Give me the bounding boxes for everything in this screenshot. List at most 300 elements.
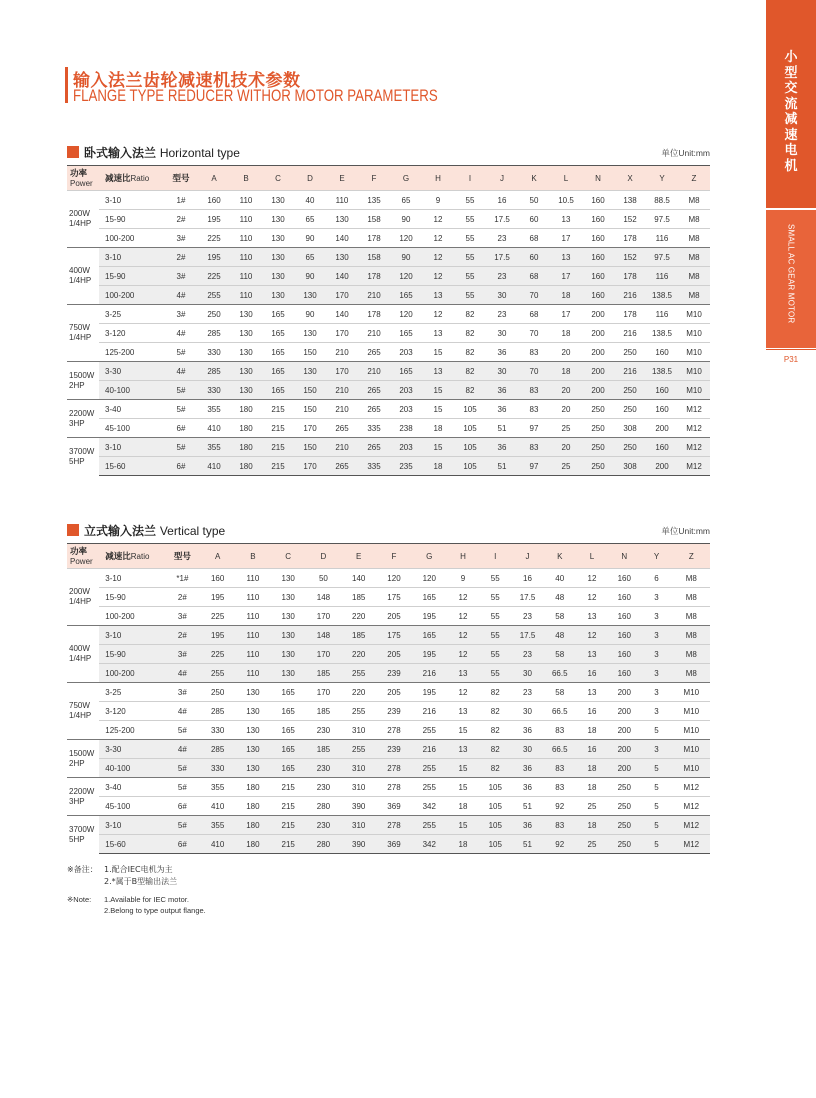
table-row <box>67 664 710 683</box>
dim-cell: 170 <box>294 457 326 476</box>
sidebar-title-char: 小 <box>784 50 798 65</box>
dim-cell: 250 <box>614 438 646 457</box>
dim-cell: 250 <box>608 816 640 835</box>
model-cell: 4# <box>164 324 198 343</box>
dim-cell: 51 <box>486 457 518 476</box>
dim-cell: 200 <box>608 740 640 759</box>
dim-cell: 58 <box>544 607 576 626</box>
dim-header-n: N <box>608 544 640 569</box>
dim-cell: 13 <box>422 286 454 305</box>
dim-cell: 330 <box>200 759 235 778</box>
dim-header-k: K <box>544 544 576 569</box>
dim-cell: 36 <box>486 400 518 419</box>
dim-cell: 130 <box>230 343 262 362</box>
ratio-cell: 45-100 <box>99 797 165 816</box>
dim-cell: 215 <box>262 457 294 476</box>
ratio-cell: 45-100 <box>99 419 164 438</box>
power-value: 2HP <box>69 758 85 768</box>
dim-cell: M12 <box>678 400 710 419</box>
model-cell: 2# <box>165 588 200 607</box>
dim-cell: 148 <box>306 626 341 645</box>
dim-cell: 92 <box>544 797 576 816</box>
dim-cell: 55 <box>454 248 486 267</box>
dim-header-a: A <box>200 544 235 569</box>
dim-cell: 210 <box>358 362 390 381</box>
dim-cell: 135 <box>358 191 390 210</box>
dim-cell: 88.5 <box>646 191 678 210</box>
dim-header-z: Z <box>673 544 710 569</box>
dim-cell: 130 <box>262 229 294 248</box>
dim-cell: 342 <box>412 797 447 816</box>
dim-cell: 330 <box>198 381 230 400</box>
dim-header-d: D <box>294 166 326 191</box>
model-cell: 5# <box>164 381 198 400</box>
dim-cell: 195 <box>412 683 447 702</box>
dim-cell: 160 <box>608 664 640 683</box>
dim-cell: 23 <box>511 683 543 702</box>
dim-cell: 180 <box>235 778 270 797</box>
dim-cell: M8 <box>678 229 710 248</box>
dim-cell: 15 <box>447 721 479 740</box>
dim-header-e: E <box>326 166 358 191</box>
dim-cell: 165 <box>412 588 447 607</box>
power-header-en: Power <box>70 178 93 188</box>
dim-cell: 17.5 <box>486 210 518 229</box>
dim-cell: 130 <box>271 569 306 588</box>
dim-cell: 369 <box>376 835 411 854</box>
dim-cell: 3 <box>640 702 672 721</box>
table-row <box>67 400 710 419</box>
dim-cell: 160 <box>582 210 614 229</box>
ratio-cell: 3-40 <box>99 400 164 419</box>
dim-cell: 140 <box>326 305 358 324</box>
dim-cell: 215 <box>271 816 306 835</box>
horizontal-title-zh: 卧式输入法兰 <box>84 146 157 160</box>
model-cell: 2# <box>164 248 198 267</box>
dim-header-l: L <box>576 544 608 569</box>
table-row <box>67 305 710 324</box>
dim-cell: 83 <box>518 438 550 457</box>
power-cell <box>67 305 99 362</box>
dim-cell: 66.5 <box>544 740 576 759</box>
dim-cell: 50 <box>518 191 550 210</box>
dim-cell: 13 <box>576 683 608 702</box>
table-row <box>67 286 710 305</box>
ratio-cell: 3-10 <box>99 248 164 267</box>
power-cell <box>67 683 99 740</box>
notes-en-label: ※Note: <box>67 895 92 904</box>
dim-cell: 170 <box>326 324 358 343</box>
dim-cell: 13 <box>550 210 582 229</box>
dim-cell: 185 <box>341 588 376 607</box>
power-cell <box>67 400 99 438</box>
dim-cell: 12 <box>447 607 479 626</box>
sidebar-title-char: 减 <box>784 112 798 127</box>
dim-cell: 130 <box>271 645 306 664</box>
dim-cell: 180 <box>235 797 270 816</box>
dim-cell: 110 <box>230 286 262 305</box>
vertical-params-table <box>67 543 710 854</box>
dim-cell: 66.5 <box>544 664 576 683</box>
dim-cell: 17.5 <box>511 588 543 607</box>
dim-cell: 12 <box>422 267 454 286</box>
dim-cell: 10.5 <box>550 191 582 210</box>
dim-cell: 36 <box>486 381 518 400</box>
dim-cell: M8 <box>678 210 710 229</box>
model-cell: *1# <box>165 569 200 588</box>
power-cell <box>67 248 99 305</box>
power-value: 2HP <box>69 380 85 390</box>
dim-cell: 83 <box>518 381 550 400</box>
dim-cell: 250 <box>198 305 230 324</box>
dim-cell: 83 <box>544 816 576 835</box>
dim-cell: M10 <box>678 362 710 381</box>
dim-cell: 278 <box>376 816 411 835</box>
model-cell: 3# <box>164 229 198 248</box>
dim-cell: 138 <box>614 191 646 210</box>
power-value: 3HP <box>69 418 85 428</box>
dim-cell: 216 <box>614 362 646 381</box>
dim-cell: 48 <box>544 588 576 607</box>
power-cell <box>67 191 99 248</box>
dim-cell: 15 <box>447 816 479 835</box>
sidebar-title-block <box>766 0 816 208</box>
table-row <box>67 381 710 400</box>
dim-cell: 60 <box>518 248 550 267</box>
ratio-cell: 15-90 <box>99 210 164 229</box>
dim-cell: 160 <box>582 191 614 210</box>
ratio-cell: 3-10 <box>99 816 165 835</box>
horizontal-params-table <box>67 165 710 476</box>
dim-cell: 130 <box>230 381 262 400</box>
horizontal-section-title <box>84 144 240 161</box>
model-cell: 3# <box>165 607 200 626</box>
dim-cell: 170 <box>306 607 341 626</box>
ratio-header <box>99 166 164 191</box>
ratio-cell: 125-200 <box>99 721 165 740</box>
dim-cell: 239 <box>376 664 411 683</box>
dim-cell: 90 <box>390 210 422 229</box>
dim-cell: 215 <box>262 438 294 457</box>
power-value: 3700W <box>69 446 95 456</box>
ratio-cell: 15-90 <box>99 645 165 664</box>
dim-cell: 369 <box>376 797 411 816</box>
dim-cell: 3 <box>640 740 672 759</box>
dim-header-z: Z <box>678 166 710 191</box>
dim-cell: 355 <box>198 438 230 457</box>
model-cell: 2# <box>165 626 200 645</box>
dim-cell: 178 <box>614 305 646 324</box>
dim-header-h: H <box>447 544 479 569</box>
power-header <box>67 166 99 191</box>
ratio-cell: 40-100 <box>99 759 165 778</box>
table-row <box>67 835 710 854</box>
dim-cell: M10 <box>673 759 710 778</box>
horizontal-title-en: Horizontal type <box>159 146 240 160</box>
power-value: 3700W <box>69 824 95 834</box>
dim-cell: M10 <box>673 702 710 721</box>
dim-cell: 160 <box>582 286 614 305</box>
dim-header-x: X <box>614 166 646 191</box>
dim-cell: 18 <box>576 721 608 740</box>
model-cell: 4# <box>165 740 200 759</box>
dim-cell: 255 <box>341 702 376 721</box>
ratio-cell: 15-90 <box>99 588 165 607</box>
dim-header-f: F <box>376 544 411 569</box>
dim-cell: 265 <box>326 457 358 476</box>
power-value: 1/4HP <box>69 654 92 663</box>
dim-cell: 12 <box>447 588 479 607</box>
dim-cell: 265 <box>358 343 390 362</box>
vertical-section-header <box>67 522 710 538</box>
dim-cell: 130 <box>235 759 270 778</box>
dim-cell: 12 <box>447 645 479 664</box>
dim-cell: 165 <box>262 305 294 324</box>
dim-cell: 280 <box>306 835 341 854</box>
dim-cell: 185 <box>341 626 376 645</box>
power-value: 5HP <box>69 456 85 466</box>
dim-cell: 160 <box>608 626 640 645</box>
model-cell: 5# <box>164 400 198 419</box>
dim-cell: 130 <box>235 740 270 759</box>
dim-cell: 165 <box>390 286 422 305</box>
dim-header-n: N <box>582 166 614 191</box>
dim-cell: 13 <box>422 362 454 381</box>
ratio-cell: 3-10 <box>99 569 165 588</box>
dim-cell: 120 <box>390 229 422 248</box>
sidebar-title-char: 流 <box>784 96 798 112</box>
dim-cell: M12 <box>673 816 710 835</box>
sidebar-title-char: 交 <box>784 81 798 96</box>
sidebar-title-char: 型 <box>784 65 798 81</box>
dim-cell: 160 <box>646 381 678 400</box>
dim-cell: M10 <box>673 721 710 740</box>
dim-cell: 3 <box>640 626 672 645</box>
dim-cell: 355 <box>200 778 235 797</box>
dim-cell: 18 <box>576 759 608 778</box>
ratio-header-zh: 减速比 <box>105 551 131 561</box>
dim-cell: 165 <box>412 626 447 645</box>
dim-cell: 15 <box>422 343 454 362</box>
dim-cell: 130 <box>294 286 326 305</box>
sidebar-title-char: 速 <box>784 127 798 143</box>
dim-cell: 150 <box>294 438 326 457</box>
ratio-cell: 3-10 <box>99 438 164 457</box>
dim-cell: 200 <box>608 702 640 721</box>
dim-cell: 105 <box>479 835 511 854</box>
dim-cell: 220 <box>341 607 376 626</box>
dim-cell: 55 <box>479 664 511 683</box>
dim-cell: M10 <box>673 740 710 759</box>
dim-cell: 70 <box>518 286 550 305</box>
dim-cell: 180 <box>230 400 262 419</box>
dim-cell: 12 <box>422 229 454 248</box>
dim-cell: 265 <box>358 438 390 457</box>
dim-cell: 130 <box>262 267 294 286</box>
dim-cell: 278 <box>376 778 411 797</box>
dim-cell: 110 <box>230 229 262 248</box>
dim-cell: 130 <box>326 248 358 267</box>
dim-cell: 90 <box>294 229 326 248</box>
dim-cell: 235 <box>390 457 422 476</box>
dim-cell: 130 <box>262 286 294 305</box>
dim-cell: 17 <box>550 305 582 324</box>
dim-cell: 178 <box>614 229 646 248</box>
power-header-en: Power <box>70 556 93 566</box>
ratio-header-zh: 减速比 <box>105 173 131 183</box>
ratio-cell: 3-30 <box>99 362 164 381</box>
dim-cell: 255 <box>198 286 230 305</box>
dim-cell: 355 <box>200 816 235 835</box>
dim-cell: 160 <box>646 400 678 419</box>
dim-cell: 110 <box>230 191 262 210</box>
dim-cell: 138.5 <box>646 324 678 343</box>
dim-cell: M12 <box>673 778 710 797</box>
dim-cell: 130 <box>271 626 306 645</box>
sidebar-title-char: 机 <box>784 158 798 174</box>
dim-cell: 160 <box>608 569 640 588</box>
dim-cell: 13 <box>447 740 479 759</box>
dim-cell: 130 <box>271 664 306 683</box>
dim-cell: 83 <box>518 400 550 419</box>
dim-cell: 90 <box>294 267 326 286</box>
dim-cell: 255 <box>200 664 235 683</box>
dim-cell: 30 <box>486 286 518 305</box>
model-cell: 6# <box>165 797 200 816</box>
dim-header-c: C <box>262 166 294 191</box>
dim-cell: M8 <box>673 569 710 588</box>
dim-cell: 250 <box>608 778 640 797</box>
dim-cell: 205 <box>376 607 411 626</box>
ratio-cell: 3-10 <box>99 626 165 645</box>
dim-cell: M8 <box>678 286 710 305</box>
dim-cell: 130 <box>271 588 306 607</box>
dim-cell: 120 <box>376 569 411 588</box>
dim-cell: 82 <box>454 381 486 400</box>
dim-cell: 255 <box>412 721 447 740</box>
dim-cell: 13 <box>576 645 608 664</box>
dim-cell: 12 <box>576 626 608 645</box>
ratio-header-en: Ratio <box>130 174 150 183</box>
dim-cell: 390 <box>341 797 376 816</box>
dim-cell: 200 <box>646 457 678 476</box>
dim-cell: 150 <box>294 400 326 419</box>
dim-cell: 278 <box>376 721 411 740</box>
dim-cell: 250 <box>608 835 640 854</box>
dim-cell: M8 <box>673 626 710 645</box>
dim-cell: 130 <box>262 210 294 229</box>
dim-cell: 130 <box>262 248 294 267</box>
power-value: 5HP <box>69 834 85 844</box>
dim-cell: M8 <box>673 664 710 683</box>
power-cell <box>67 438 99 476</box>
dim-cell: 175 <box>376 588 411 607</box>
dim-cell: 9 <box>422 191 454 210</box>
dim-cell: 195 <box>200 588 235 607</box>
dim-cell: 105 <box>454 457 486 476</box>
dim-cell: 120 <box>390 267 422 286</box>
dim-cell: 5 <box>640 797 672 816</box>
dim-cell: 158 <box>358 248 390 267</box>
dim-cell: 210 <box>358 324 390 343</box>
model-cell: 6# <box>164 419 198 438</box>
dim-cell: 6 <box>640 569 672 588</box>
dim-cell: 5 <box>640 778 672 797</box>
dim-cell: 225 <box>200 645 235 664</box>
sidebar-title-char: 电 <box>784 143 798 158</box>
dim-cell: 165 <box>262 343 294 362</box>
model-header <box>165 544 200 569</box>
dim-cell: 140 <box>341 569 376 588</box>
power-value: 750W <box>69 701 90 710</box>
dim-cell: 216 <box>412 702 447 721</box>
dim-cell: 30 <box>511 664 543 683</box>
dim-cell: 165 <box>390 324 422 343</box>
dim-cell: 185 <box>306 664 341 683</box>
dim-cell: 178 <box>358 305 390 324</box>
dim-cell: 16 <box>486 191 518 210</box>
dim-cell: 105 <box>479 797 511 816</box>
dim-header-f: F <box>358 166 390 191</box>
dim-cell: 16 <box>511 569 543 588</box>
dim-cell: 13 <box>550 248 582 267</box>
dim-cell: 68 <box>518 305 550 324</box>
dim-cell: 12 <box>422 248 454 267</box>
dim-cell: 3 <box>640 588 672 607</box>
dim-cell: 12 <box>422 210 454 229</box>
dim-header-j: J <box>486 166 518 191</box>
note-zh-line: 2.*属于B型输出法兰 <box>104 876 178 886</box>
dim-cell: 23 <box>486 229 518 248</box>
dim-cell: 215 <box>271 797 306 816</box>
model-cell: 2# <box>164 210 198 229</box>
dim-cell: 216 <box>614 286 646 305</box>
table-row <box>67 778 710 797</box>
dim-header-c: C <box>271 544 306 569</box>
dim-cell: 180 <box>235 816 270 835</box>
dim-cell: 15 <box>422 381 454 400</box>
dim-cell: 15 <box>422 400 454 419</box>
dim-header-h: H <box>422 166 454 191</box>
dim-cell: 148 <box>306 588 341 607</box>
table-row <box>67 438 710 457</box>
dim-cell: 60 <box>518 210 550 229</box>
dim-cell: 158 <box>358 210 390 229</box>
table-row <box>67 419 710 438</box>
dim-cell: 210 <box>326 400 358 419</box>
dim-cell: 330 <box>198 343 230 362</box>
dim-cell: 18 <box>576 778 608 797</box>
dim-cell: 30 <box>511 702 543 721</box>
table-row <box>67 362 710 381</box>
dim-cell: 355 <box>198 400 230 419</box>
dim-cell: 180 <box>230 438 262 457</box>
dim-cell: 180 <box>230 457 262 476</box>
model-cell: 4# <box>165 664 200 683</box>
dim-header-b: B <box>230 166 262 191</box>
dim-cell: 178 <box>614 267 646 286</box>
dim-cell: 255 <box>412 816 447 835</box>
dim-cell: 200 <box>608 721 640 740</box>
dim-cell: 410 <box>200 797 235 816</box>
dim-cell: 178 <box>358 229 390 248</box>
vertical-section-title <box>84 522 225 539</box>
dim-cell: 97 <box>518 419 550 438</box>
dim-cell: 16 <box>576 740 608 759</box>
dim-cell: 225 <box>200 607 235 626</box>
dim-cell: 18 <box>576 816 608 835</box>
dim-cell: M12 <box>678 438 710 457</box>
